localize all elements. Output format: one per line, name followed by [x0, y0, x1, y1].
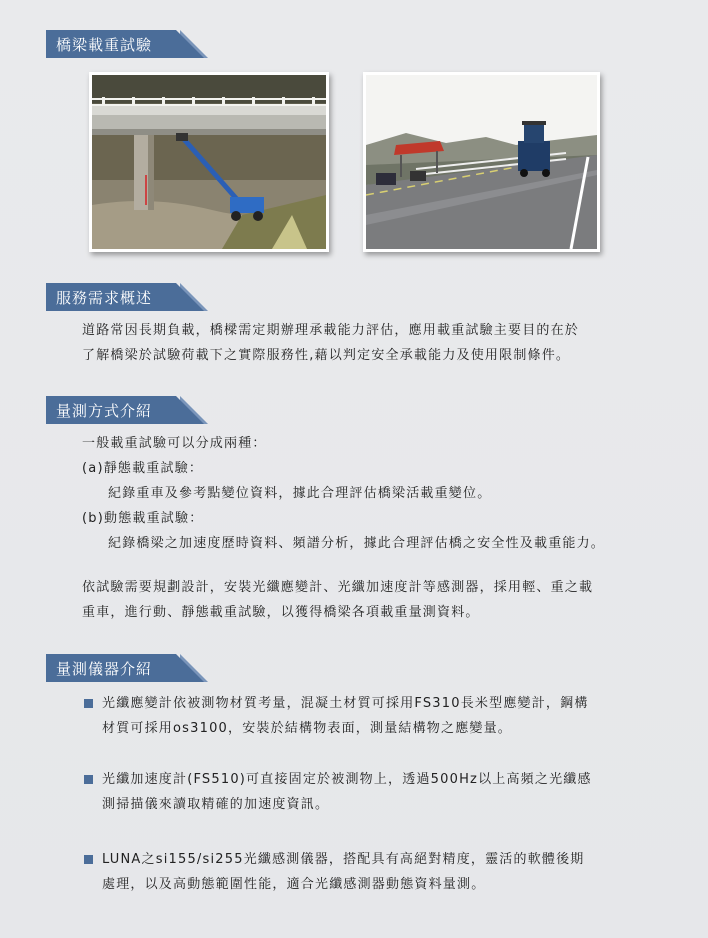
text-line: 光纖應變計依被測物材質考量，混凝土材質可採用FS310長米型應變計，鋼構 — [102, 696, 589, 711]
section-title: 橋梁載重試驗 — [46, 30, 176, 58]
text-line: 紀錄重車及參考點變位資料，據此合理評估橋梁活載重變位。 — [108, 486, 492, 501]
section-title: 服務需求概述 — [46, 283, 176, 311]
instrument-item — [102, 767, 592, 817]
text-line: 材質可採用os3100，安裝於結構物表面，測量結構物之應變量。 — [102, 721, 513, 736]
service-description — [82, 318, 579, 368]
section-header-bridge-test — [46, 30, 176, 58]
text-line: (a)靜態載重試驗： — [82, 461, 204, 476]
text-line: LUNA之si155/si255光纖感測儀器，搭配具有高絕對精度，靈活的軟體後期 — [102, 852, 585, 867]
text-line: 測掃描儀來讀取精確的加速度資訊。 — [102, 797, 330, 812]
text-line: 重車，進行動、靜態載重試驗，以獲得橋梁各項載重量測資料。 — [82, 605, 480, 620]
section-header-instruments — [46, 654, 176, 682]
bullet-icon — [84, 699, 93, 708]
section-title: 量測儀器介紹 — [46, 654, 176, 682]
instrument-item — [102, 847, 585, 897]
text-line: (b)動態載重試驗： — [82, 511, 204, 526]
bullet-icon — [84, 775, 93, 784]
section-header-method — [46, 396, 176, 424]
text-line: 光纖加速度計(FS510)可直接固定於被測物上，透過500Hz以上高頻之光纖感 — [102, 772, 592, 787]
section-title: 量測方式介紹 — [46, 396, 176, 424]
method-description — [82, 431, 605, 556]
road-load-test-photo — [363, 72, 600, 252]
text-line: 依試驗需要規劃設計，安裝光纖應變計、光纖加速度計等感測器，採用輕、重之載 — [82, 580, 594, 595]
text-line: 了解橋梁於試驗荷載下之實際服務性,藉以判定安全承載能力及使用限制條件。 — [82, 348, 571, 363]
text-line: 紀錄橋梁之加速度歷時資料、頻譜分析，據此合理評估橋之安全性及載重能力。 — [108, 536, 606, 551]
bridge-inspection-photo — [89, 72, 329, 252]
method-paragraph-2 — [82, 575, 593, 625]
section-header-service — [46, 283, 176, 311]
text-line: 處理，以及高動態範圍性能，適合光纖感測器動態資料量測。 — [102, 877, 486, 892]
instrument-item — [102, 691, 589, 741]
bullet-icon — [84, 855, 93, 864]
text-line: 道路常因長期負載，橋樑需定期辦理承載能力評估，應用載重試驗主要目的在於 — [82, 323, 580, 338]
text-line: 一般載重試驗可以分成兩種： — [82, 436, 267, 451]
